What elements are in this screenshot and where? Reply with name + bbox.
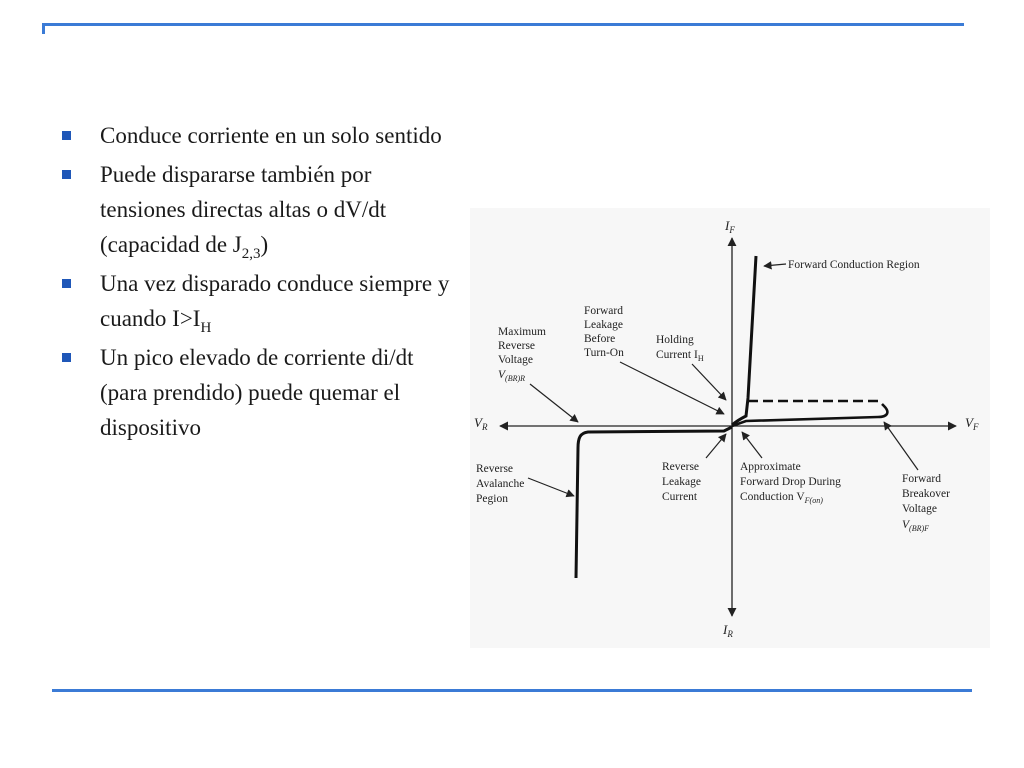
svg-text:Approximate: Approximate xyxy=(740,461,801,473)
svg-text:Leakage: Leakage xyxy=(584,319,623,331)
axis-label-vf: $V_F$ xyxy=(965,415,979,432)
svg-text:Holding: Holding xyxy=(656,334,694,346)
subscript: 2,3 xyxy=(241,246,261,262)
svg-text:Forward Conduction Region: Forward Conduction Region xyxy=(788,259,920,271)
top-rule xyxy=(42,23,964,26)
bullet-square-icon xyxy=(62,170,71,179)
bullet-text: Un pico elevado de corriente di/dt (para prendido) puede quemar el dispositivo xyxy=(100,345,414,440)
svg-text:Maximum: Maximum xyxy=(498,326,546,338)
bullet-text: Conduce corriente en un solo sentido xyxy=(100,123,442,148)
svg-text:Forward Drop During: Forward Drop During xyxy=(740,476,841,488)
bullet-square-icon xyxy=(62,353,71,362)
bullet-text-tail: ) xyxy=(260,232,269,257)
svg-text:Before: Before xyxy=(584,333,616,345)
bullet-text: Puede dispararse también por tensiones directas altas o dV/dt (capacidad de J xyxy=(100,162,387,257)
subscript: H xyxy=(200,320,212,336)
axis-label-vr: $V_R$ xyxy=(474,415,488,432)
svg-text:Forward: Forward xyxy=(584,305,623,317)
svg-text:Current: Current xyxy=(662,491,698,503)
bullet-item xyxy=(60,340,455,445)
bullet-text: Una vez disparado conduce siempre y cuando I>I xyxy=(100,271,450,331)
svg-text:Voltage: Voltage xyxy=(902,503,937,515)
svg-text:Voltage: Voltage xyxy=(498,354,533,366)
svg-text:Reverse: Reverse xyxy=(476,463,514,475)
svg-text:Pegion: Pegion xyxy=(476,493,508,505)
svg-text:Breakover: Breakover xyxy=(902,488,950,500)
scr-iv-characteristic-diagram xyxy=(470,208,990,648)
svg-text:Reverse: Reverse xyxy=(662,461,700,473)
svg-text:V(BR)F: $V_{(BR)F}$ xyxy=(902,519,930,533)
svg-text:Avalanche: Avalanche xyxy=(476,478,525,490)
bullet-list xyxy=(60,118,455,449)
bullet-item xyxy=(60,118,455,153)
svg-text:Conduction VF(on): Conduction $V_{F(on)}$ xyxy=(740,491,823,505)
axis-label-if: $I_F$ xyxy=(725,218,735,235)
bullet-item xyxy=(60,266,455,336)
svg-text:Reverse: Reverse xyxy=(498,340,536,352)
bullet-square-icon xyxy=(62,279,71,288)
axis-label-ir: $I_R$ xyxy=(723,622,733,639)
bottom-rule xyxy=(52,689,972,692)
svg-text:Turn-On: Turn-On xyxy=(584,347,624,359)
svg-text:Leakage: Leakage xyxy=(662,476,701,488)
svg-text:V(BR)R: $V_{(BR)R}$ xyxy=(498,369,526,383)
svg-text:Current IH: Current $I_H$ xyxy=(656,349,704,363)
svg-text:Forward: Forward xyxy=(902,473,941,485)
bullet-square-icon xyxy=(62,131,71,140)
label-forward-conduction xyxy=(764,259,920,271)
bullet-item xyxy=(60,157,455,262)
